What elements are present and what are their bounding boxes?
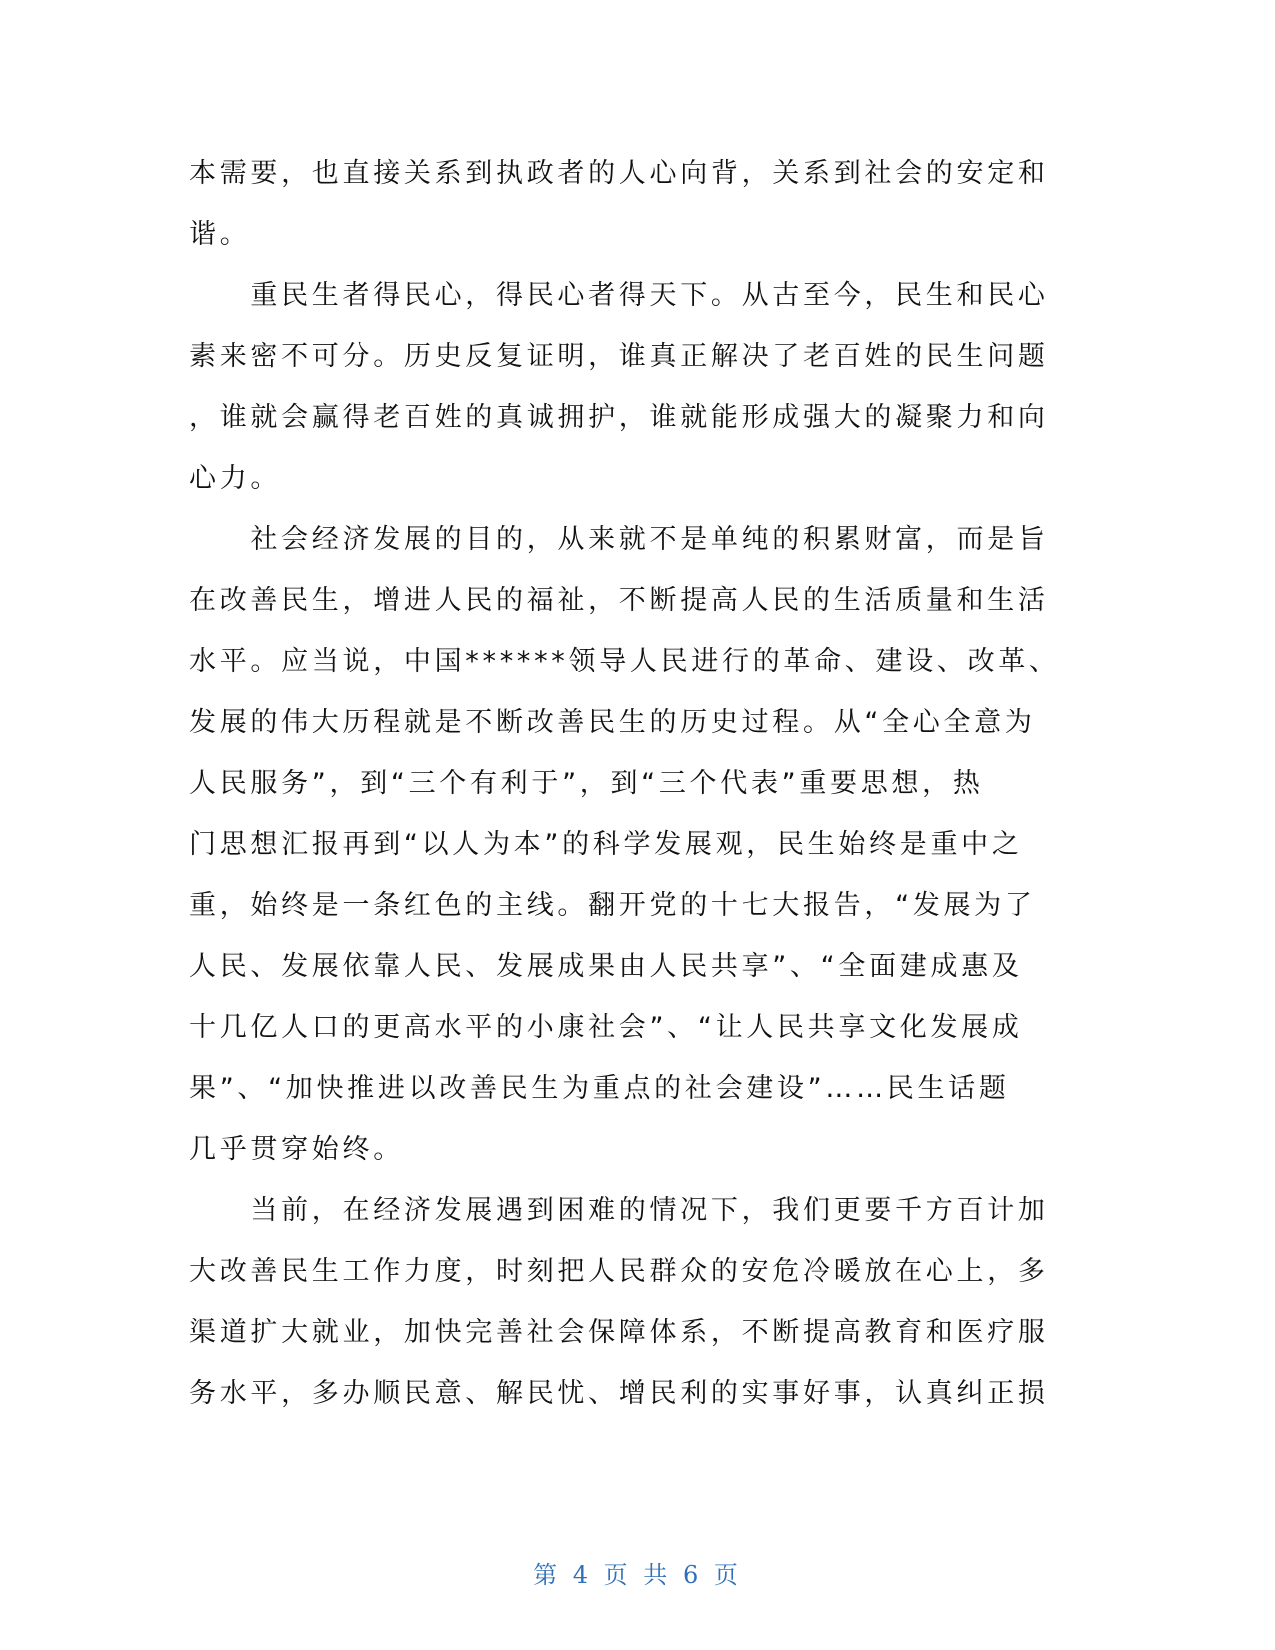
text-line: 渠道扩大就业，加快完善社会保障体系，不断提高教育和医疗服 — [189, 1317, 1049, 1348]
text-line: 心力。 — [189, 463, 282, 494]
body-text — [189, 143, 1059, 1424]
text-line: 当前，在经济发展遇到困难的情况下，我们更要千方百计加 — [189, 1195, 1049, 1226]
text-line: 十几亿人口的更高水平的小康社会”、“让人民共享文化发展成 — [189, 1012, 1023, 1043]
text-line: 重，始终是一条红色的主线。翻开党的十七大报告，“发展为了 — [189, 890, 1036, 921]
text-line: 门思想汇报再到“以人为本”的科学发展观，民生始终是重中之 — [189, 829, 1023, 860]
text-line: ，谁就会赢得老百姓的真诚拥护，谁就能形成强大的凝聚力和向 — [189, 402, 1049, 433]
text-line: 水平。应当说，中国******领导人民进行的革命、建设、改革、 — [189, 646, 1060, 677]
text-line: 发展的伟大历程就是不断改善民生的历史过程。从“全心全意为 — [189, 707, 1036, 738]
text-line: 人民服务”，到“三个有利于”，到“三个代表”重要思想，热 — [189, 768, 984, 799]
text-line: 几乎贯穿始终。 — [189, 1134, 404, 1165]
page-number-footer: 第 4 页 共 6 页 — [533, 1561, 742, 1589]
text-line: 本需要，也直接关系到执政者的人心向背，关系到社会的安定和 — [189, 158, 1049, 189]
text-line: 果”、“加快推进以改善民生为重点的社会建设”……民生话题 — [189, 1073, 1010, 1104]
text-line: 在改善民生，增进人民的福祉，不断提高人民的生活质量和生活 — [189, 585, 1049, 616]
text-line: 重民生者得民心，得民心者得天下。从古至今，民生和民心 — [189, 280, 1049, 311]
text-line: 人民、发展依靠人民、发展成果由人民共享”、“全面建成惠及 — [189, 951, 1023, 982]
text-line: 素来密不可分。历史反复证明，谁真正解决了老百姓的民生问题 — [189, 341, 1049, 372]
text-line: 社会经济发展的目的，从来就不是单纯的积累财富，而是旨 — [189, 524, 1049, 555]
text-line: 务水平，多办顺民意、解民忧、增民利的实事好事，认真纠正损 — [189, 1378, 1049, 1409]
text-line: 谐。 — [189, 219, 251, 250]
text-line: 大改善民生工作力度，时刻把人民群众的安危冷暖放在心上，多 — [189, 1256, 1049, 1287]
